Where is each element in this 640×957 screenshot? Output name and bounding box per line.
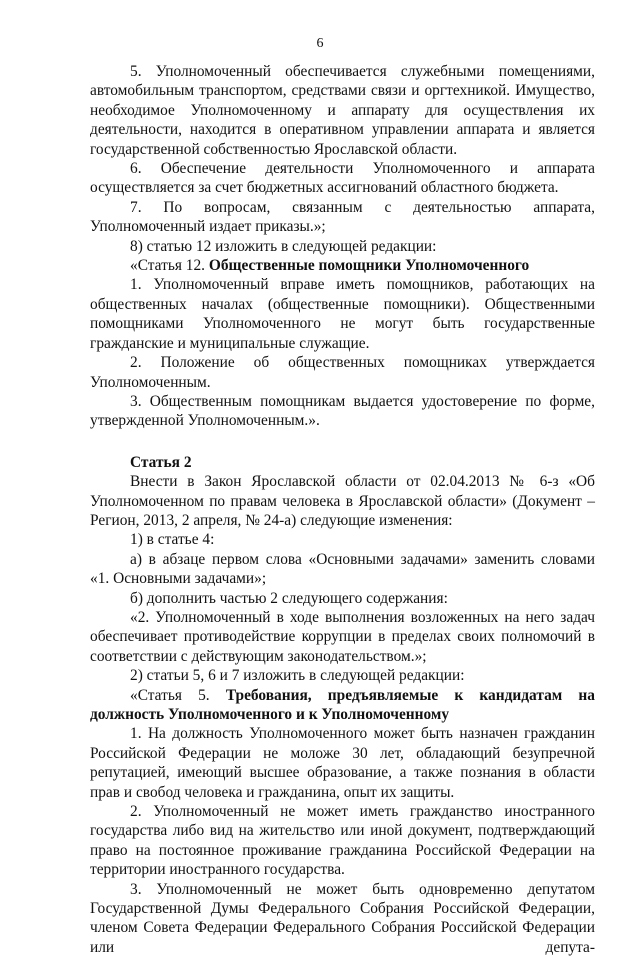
article-5-prefix: «Статья 5.	[130, 686, 226, 704]
article-5-item: 3. Уполномоченный не может быть одновременно депутатом Государственной Думы Федерального Собрания Российской Федерации, членом Совета Федерации Федерального Собрания Российской Федерации или депута-	[90, 880, 595, 956]
article-5-title: Требования, предъявляемые к кандидатам на должность Уполномоченного и к Уполномоченному	[90, 686, 595, 723]
article-2-heading: Статья 2	[130, 453, 192, 471]
article-5-heading	[90, 686, 595, 725]
document-body	[90, 62, 595, 957]
article-2-paragraph: 2) статьи 5, 6 и 7 изложить в следующей редакции:	[130, 667, 465, 685]
page-number: 6	[316, 36, 324, 51]
article-5-item: 1. На должность Уполномоченного может быть назначен гражданин Российской Федерации не моложе 30 лет, обладающий безупречной репутацией, имеющий высшее образование, а также познания в области прав и свобод человека и гражданина, опыт их защиты.	[90, 725, 595, 801]
paragraph: 8) статью 12 изложить в следующей редакции:	[130, 237, 437, 255]
article-12-item: 3. Общественным помощникам выдается удостоверение по форме, утвержденной Уполномоченным.».	[90, 392, 595, 430]
article-2-paragraph: Внести в Закон Ярославской области от 02.04.2013 № 6-з «Об Уполномоченном по правам человека в Ярославской области» (Документ – Регион, 2013, 2 апреля, № 24-а) следующие изменения:	[90, 473, 595, 529]
article-12-prefix: «Статья 12.	[130, 257, 209, 275]
article-12-title: Общественные помощники Уполномоченного	[208, 257, 530, 275]
article-2-paragraph: б) дополнить частью 2 следующего содержания:	[130, 589, 448, 607]
paragraph: 6. Обеспечение деятельности Уполномоченного и аппарата осуществляется за счет бюджетных ассигнований областного бюджета.	[90, 160, 595, 197]
paragraph: 7. По вопросам, связанным с деятельностью аппарата, Уполномоченный издает приказы.»;	[90, 198, 595, 236]
article-2-paragraph: а) в абзаце первом слова «Основными задачами» заменить словами «1. Основными задачами»;	[90, 550, 595, 588]
article-2-paragraph: 1) в статье 4:	[130, 531, 215, 549]
article-12-item: 1. Уполномоченный вправе иметь помощников, работающих на общественных началах (общественные помощники). Общественными помощниками Уполномоченного не могут быть государственные гражданские и муниципальные служащие.	[90, 276, 595, 352]
article-12-heading	[90, 256, 595, 275]
spacer	[90, 431, 595, 453]
article-5-item: 2. Уполномоченный не может иметь гражданство иностранного государства либо вид на жительство или иной документ, подтверждающий право на постоянное проживание гражданина Российской Федерации на территории иностранного государства.	[90, 803, 595, 879]
article-12-item: 2. Положение об общественных помощниках утверждается Уполномоченным.	[90, 354, 595, 391]
paragraph: 5. Уполномоченный обеспечивается служебными помещениями, автомобильным транспортом, средствами связи и оргтехникой. Имущество, необходимое Уполномоченному и аппарату для осуществления их деятельности, находится в оперативном управлении аппарата и является государственной собственностью Ярославской области.	[90, 63, 595, 158]
article-2-paragraph: «2. Уполномоченный в ходе выполнения возложенных на него задач обеспечивает противодействие коррупции в пределах своих полномочий в соответствии с действующим законодательством.»;	[90, 608, 595, 665]
